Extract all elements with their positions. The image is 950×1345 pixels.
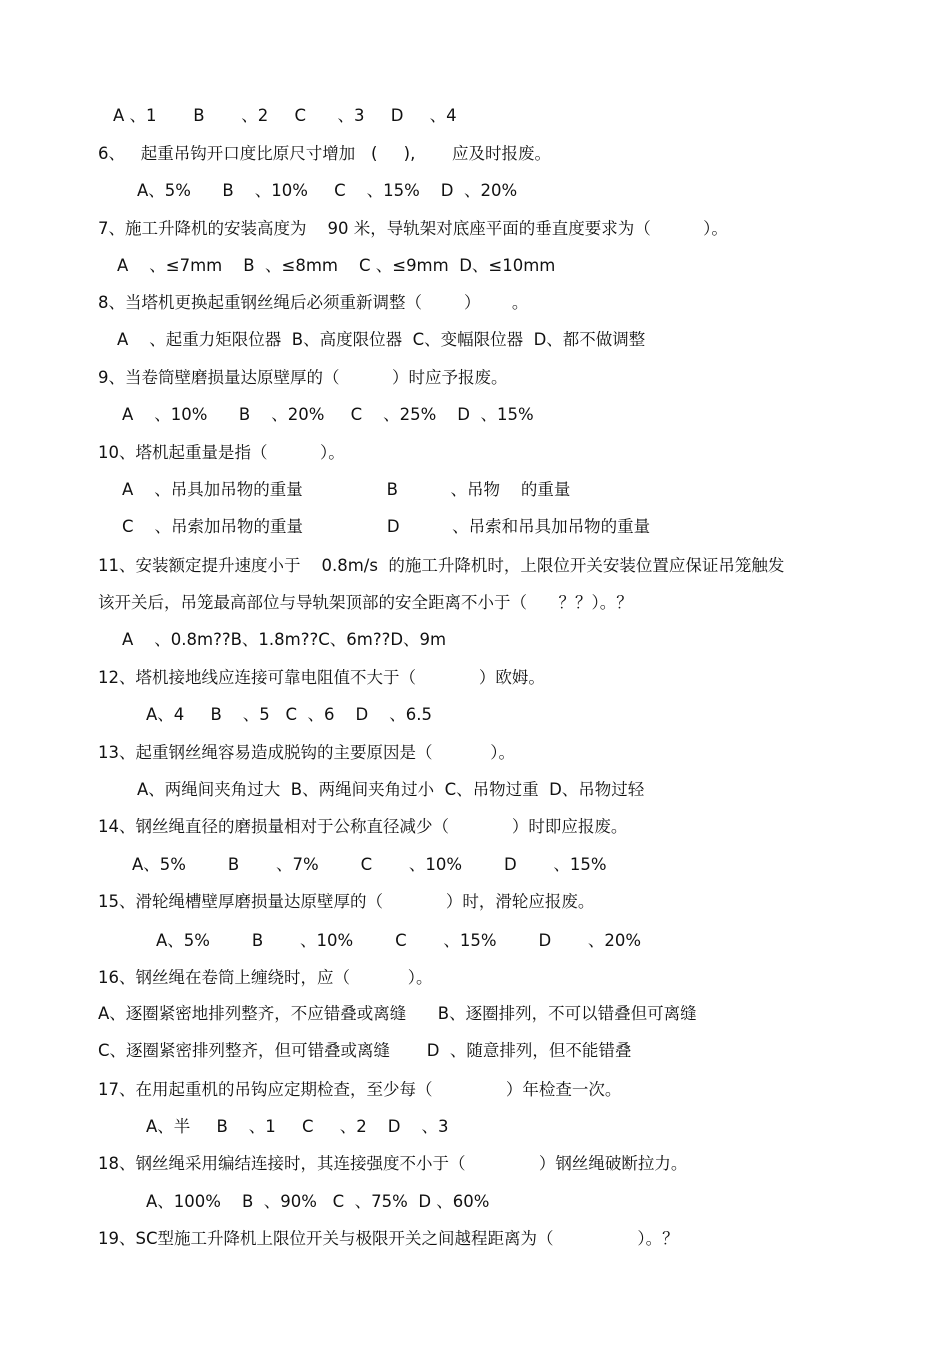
question-9: 9、当卷筒壁磨损量达原壁厚的（ ）时应予报废。	[98, 368, 508, 387]
question-19: 19、SC型施工升降机上限位开关与极限开关之间越程距离为（ ）。？	[98, 1229, 679, 1248]
options-q13: A、两绳间夹角过大 B、两绳间夹角过小 C、吊物过重 D、吊物过轻	[137, 780, 645, 799]
question-15: 15、滑轮绳槽壁厚磨损量达原壁厚的（ ）时，滑轮应报废。	[98, 892, 595, 911]
question-16: 16、钢丝绳在卷筒上缠绕时，应（ ）。	[98, 968, 433, 987]
options-q14: A、5% B 、7% C 、10% D 、15%	[132, 855, 607, 874]
question-7: 7、施工升降机的安装高度为 90 米，导轨架对底座平面的垂直度要求为（ ）。	[98, 219, 728, 238]
question-17: 17、在用起重机的吊钩应定期检查，至少每（ ）年检查一次。	[98, 1080, 622, 1099]
options-q10-row2: C 、吊索加吊物的重量 D 、吊索和吊具加吊物的重量	[122, 517, 651, 536]
question-11-line2: 该开关后，吊笼最高部位与导轨架顶部的安全距离不小于（ ？？）。？	[98, 593, 633, 612]
options-q15: A、5% B 、10% C 、15% D 、20%	[156, 931, 642, 950]
options-q9: A 、10% B 、20% C 、25% D 、15%	[122, 405, 534, 424]
question-6: 6、 起重吊钩开口度比原尺寸增加 ( ), 应及时报废。	[98, 144, 552, 163]
question-18: 18、钢丝绳采用编结连接时，其连接强度不小于（ ）钢丝绳破断拉力。	[98, 1154, 688, 1173]
options-q7: A 、≤7mm B 、≤8mm C 、≤9mm D、≤10mm	[117, 256, 556, 275]
question-8: 8、当塔机更换起重钢丝绳后必须重新调整（ ） 。	[98, 293, 529, 312]
options-q17: A、半 B 、1 C 、2 D 、3	[146, 1117, 449, 1136]
options-q11: A 、0.8m??B、1.8m??C、6m??D、9m	[122, 630, 447, 649]
options-q8: A 、起重力矩限位器 B、高度限位器 C、变幅限位器 D、都不做调整	[117, 330, 646, 349]
question-11-line1: 11、安装额定提升速度小于 0.8m/s 的施工升降机时，上限位开关安装位置应保证吊笼触发	[98, 556, 785, 575]
question-14: 14、钢丝绳直径的磨损量相对于公称直径减少（ ）时即应报废。	[98, 817, 628, 836]
question-10: 10、塔机起重量是指（ ）。	[98, 443, 345, 462]
options-q10-row1: A 、吊具加吊物的重量 B 、吊物 的重量	[122, 480, 571, 499]
options-q6: A、5% B 、10% C 、15% D 、20%	[137, 181, 518, 200]
options-q5: A 、1 B 、2 C 、3 D 、4	[113, 106, 457, 125]
options-q18: A、100% B 、90% C 、75% D 、60%	[146, 1192, 490, 1211]
options-q12: A、4 B 、5 C 、6 D 、6.5	[146, 705, 432, 724]
options-q16-row1: A、逐圈紧密地排列整齐，不应错叠或离缝 B、逐圈排列，不可以错叠但可离缝	[98, 1004, 697, 1023]
question-12: 12、塔机接地线应连接可靠电阻值不大于（ ）欧姆。	[98, 668, 545, 687]
options-q16-row2: C、逐圈紧密排列整齐，但可错叠或离缝 D 、随意排列，但不能错叠	[98, 1041, 632, 1060]
question-13: 13、起重钢丝绳容易造成脱钩的主要原因是（ ）。	[98, 743, 515, 762]
